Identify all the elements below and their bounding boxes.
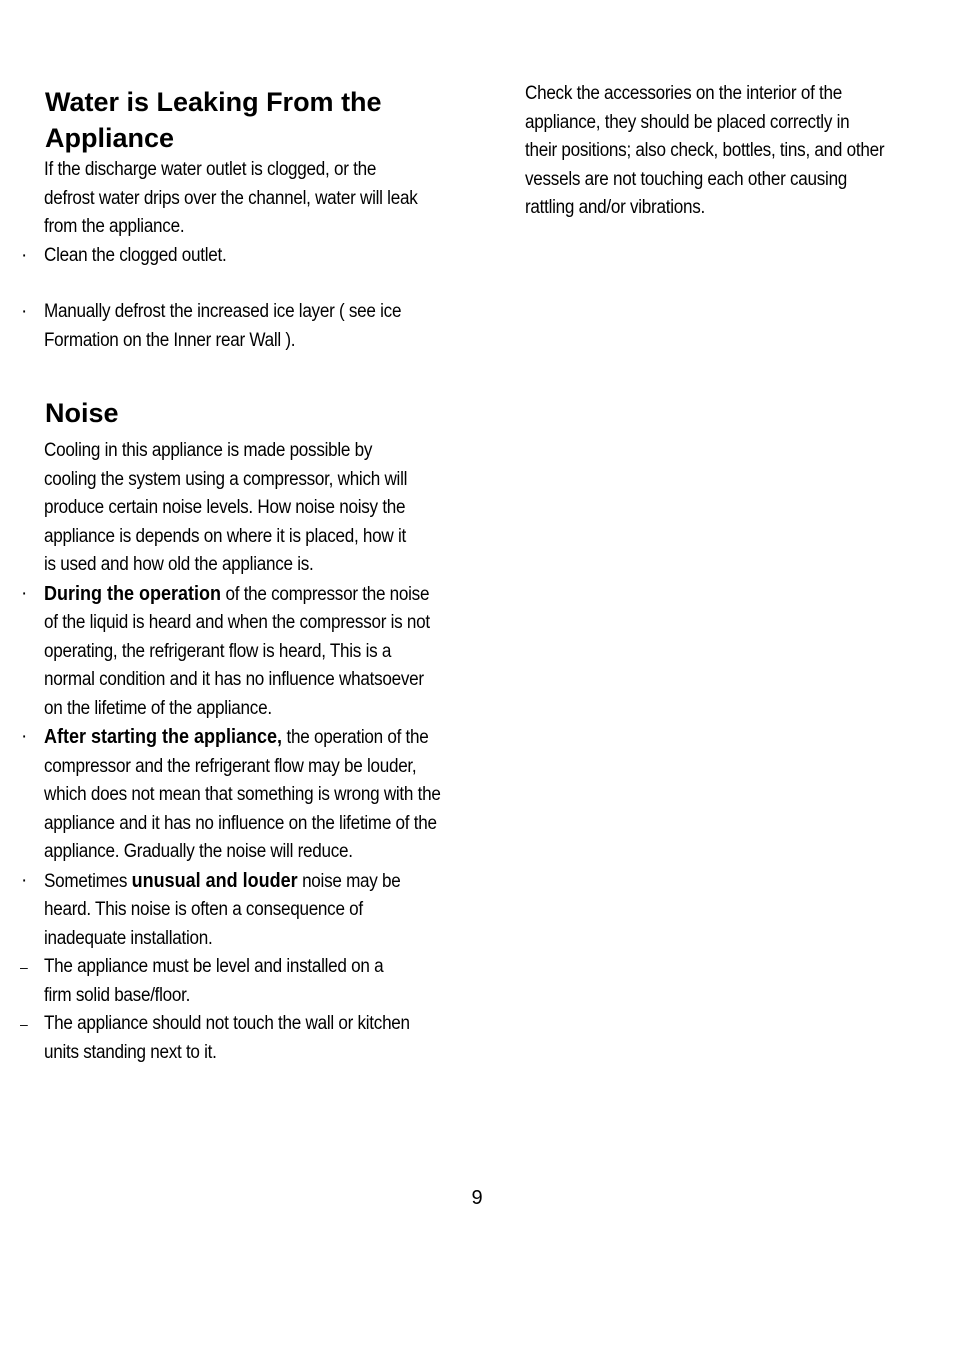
noise-bullet-1 [21,580,444,724]
noise-bullet-3-rest: noise may be heard. This noise is often a consequence of inadequate installation. [44,870,401,949]
noise-bullet-2-text [44,723,449,867]
water-leak-bullet-1-text: Clean the clogged outlet. [44,244,227,266]
water-leak-bullet-1 [21,242,444,271]
bullet-icon: · [21,869,28,891]
noise-dash-1 [20,953,444,1010]
noise-bullet-3-bold: unusual and louder [131,869,298,892]
noise-intro: Cooling in this appliance is made possible by cooling the system using a compressor, which will produce certain noise levels. How noise noisy the appliance is depends on where it is placed, how it is used and how old the appliance is. [44,440,408,575]
water-leak-bullet-2-text: Manually defrost the increased ice layer ( see ice Formation on the Inner rear Wall ). [44,301,402,351]
noise-dash-1-text: The appliance must be level and installed on a firm solid base/floor. [44,956,384,1006]
page-number: 9 [471,1187,483,1209]
noise-heading: Noise [45,398,119,428]
water-leak-heading-line1: Water is Leaking From the [45,87,382,117]
noise-bullet-2-bold: After starting the appliance, [44,726,283,748]
noise-bullet-3 [21,867,444,954]
noise-dash-2 [20,1010,444,1067]
noise-bullet-1-rest: of the compressor the noise of the liquid is heard and when the compressor is not operating, the refrigerant flow is heard, This is a normal condition and it has no influence whatsoever on the lifetime of the appliance. [44,583,430,719]
noise-bullet-1-bold: During the operation [44,582,222,605]
water-leak-bullet-2 [21,298,444,355]
bullet-icon: · [21,244,28,266]
left-column [20,84,444,1067]
bullet-icon: · [21,301,28,322]
noise-bullet-2 [21,723,444,867]
accessories-paragraph: Check the accessories on the interior of the appliance, they should be placed correctly in their positions; also check, bottles, tins, and other vessels are not touching each other causing rattling and/or vibrations. [525,83,885,218]
right-column [525,80,905,223]
noise-dash-2-text: The appliance should not touch the wall or kitchen units standing next to it. [44,1013,410,1063]
dash-icon: – [20,1016,28,1032]
bullet-icon: · [21,726,28,747]
dash-icon: – [20,959,28,975]
noise-bullet-1-text [44,580,431,724]
water-leak-heading [44,84,444,156]
water-leak-heading-line2: Appliance [45,123,175,153]
noise-bullet-2-rest: the operation of the compressor and the refrigerant flow may be louder, which does not mean that something is wrong with the appliance and it has no influence on the lifetime of the appliance. Gradually the noise will reduce. [44,727,441,862]
noise-bullet-3-text [44,867,422,954]
water-leak-intro: If the discharge water outlet is clogged, or the defrost water drips over the channel, water will leak from the appliance. [44,159,418,237]
noise-bullet-3-pre: Sometimes [44,870,132,892]
bullet-icon: · [21,582,28,604]
